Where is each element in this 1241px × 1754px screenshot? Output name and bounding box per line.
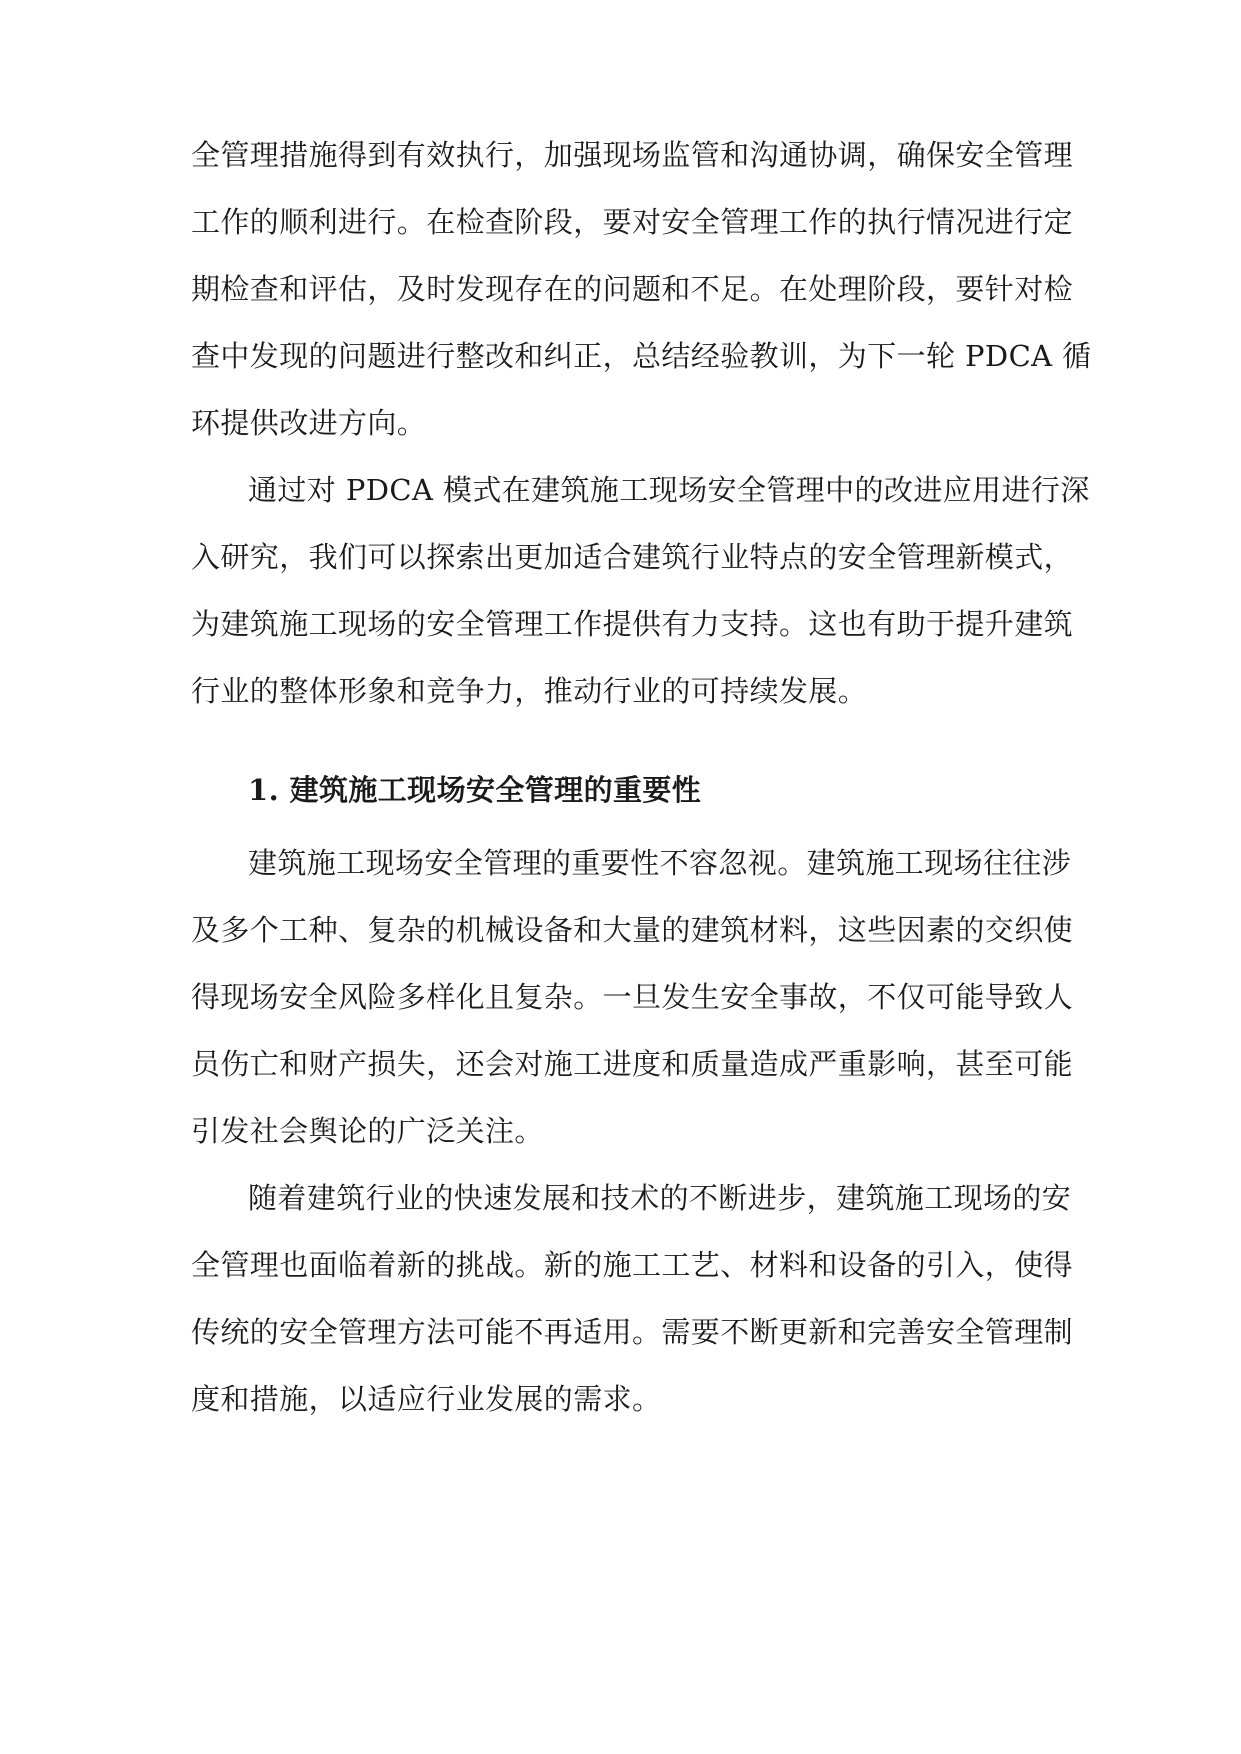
- paragraph-line: 及多个工种、复杂的机械设备和大量的建筑材料，这些因素的交织使: [191, 913, 1074, 947]
- paragraph-line: 全管理措施得到有效执行，加强现场监管和沟通协调，确保安全管理: [191, 138, 1074, 172]
- section-heading: 1. 建筑施工现场安全管理的重要性: [248, 773, 702, 807]
- paragraph-line: 查中发现的问题进行整改和纠正，总结经验教训，为下一轮 PDCA 循: [191, 339, 1092, 373]
- paragraph-line: 引发社会舆论的广泛关注。: [191, 1114, 544, 1148]
- paragraph-line: 行业的整体形象和竞争力，推动行业的可持续发展。: [191, 674, 868, 708]
- paragraph-line: 得现场安全风险多样化且复杂。一旦发生安全事故，不仅可能导致人: [191, 980, 1074, 1014]
- paragraph-line: 期检查和评估，及时发现存在的问题和不足。在处理阶段，要针对检: [191, 272, 1074, 306]
- paragraph-line: 全管理也面临着新的挑战。新的施工工艺、材料和设备的引入，使得: [191, 1248, 1074, 1282]
- paragraph-line: 传统的安全管理方法可能不再适用。需要不断更新和完善安全管理制: [191, 1315, 1074, 1349]
- paragraph-line: 建筑施工现场安全管理的重要性不容忽视。建筑施工现场往往涉: [248, 846, 1072, 880]
- paragraph-line: 环提供改进方向。: [191, 406, 427, 440]
- paragraph-line: 为建筑施工现场的安全管理工作提供有力支持。这也有助于提升建筑: [191, 607, 1074, 641]
- paragraph-line: 度和措施，以适应行业发展的需求。: [191, 1382, 662, 1416]
- paragraph-line: 入研究，我们可以探索出更加适合建筑行业特点的安全管理新模式，: [191, 540, 1074, 574]
- paragraph-line: 工作的顺利进行。在检查阶段，要对安全管理工作的执行情况进行定: [191, 205, 1074, 239]
- paragraph-line: 通过对 PDCA 模式在建筑施工现场安全管理中的改进应用进行深: [248, 473, 1090, 507]
- paragraph-line: 随着建筑行业的快速发展和技术的不断进步，建筑施工现场的安: [248, 1181, 1072, 1215]
- paragraph-line: 员伤亡和财产损失，还会对施工进度和质量造成严重影响，甚至可能: [191, 1047, 1074, 1081]
